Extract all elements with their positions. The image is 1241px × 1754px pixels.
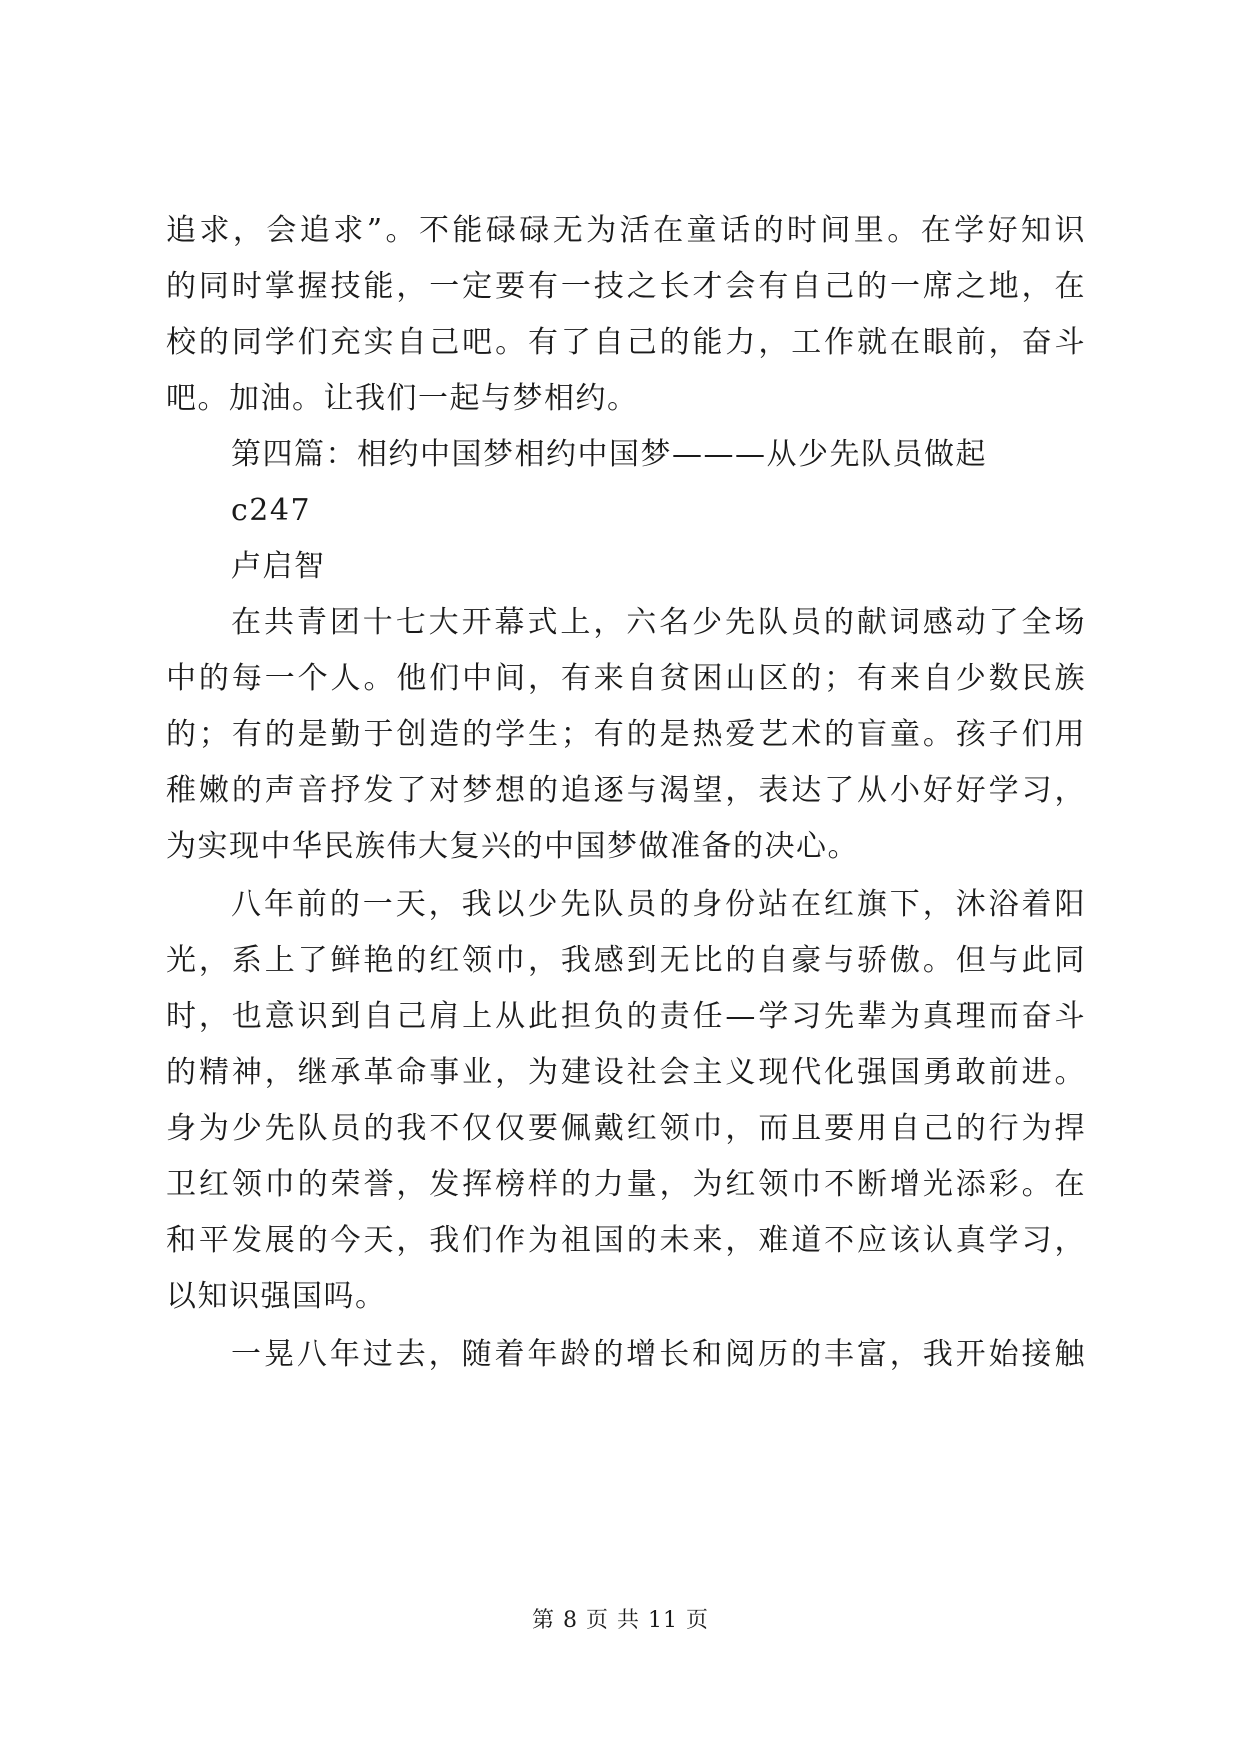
text-line: 校的同学们充实自己吧。有了自己的能力，工作就在眼前，奋斗	[166, 325, 1086, 360]
text-line: 为实现中华民族伟大复兴的中国梦做准备的决心。	[166, 829, 859, 864]
text-line: 以知识强国吗。	[166, 1279, 387, 1314]
text-line: 时，也意识到自己肩上从此担负的责任—学习先辈为真理而奋斗	[166, 999, 1086, 1034]
author-name: 卢启智	[231, 549, 326, 584]
section-code: c247	[231, 493, 312, 528]
text-line: 的；有的是勤于创造的学生；有的是热爱艺术的盲童。孩子们用	[166, 717, 1086, 752]
text-line: 在共青团十七大开幕式上，六名少先队员的献词感动了全场	[231, 605, 1086, 640]
text-line: 的同时掌握技能，一定要有一技之长才会有自己的一席之地，在	[166, 269, 1086, 304]
text-line: 中的每一个人。他们中间，有来自贫困山区的；有来自少数民族	[166, 661, 1086, 696]
text-line: 吧。加油。让我们一起与梦相约。	[166, 381, 639, 416]
text-line: 一晃八年过去，随着年龄的增长和阅历的丰富，我开始接触	[231, 1337, 1086, 1372]
text-line: 的精神，继承革命事业，为建设社会主义现代化强国勇敢前进。	[166, 1055, 1086, 1090]
text-line: 卫红领巾的荣誉，发挥榜样的力量，为红领巾不断增光添彩。在	[166, 1167, 1086, 1202]
text-line: 光，系上了鲜艳的红领巾，我感到无比的自豪与骄傲。但与此同	[166, 943, 1086, 978]
text-line: 稚嫩的声音抒发了对梦想的追逐与渴望，表达了从小好好学习，	[166, 773, 1086, 808]
page-footer: 第 8 页 共 11 页	[532, 1608, 709, 1633]
text-line: 和平发展的今天，我们作为祖国的未来，难道不应该认真学习，	[166, 1223, 1086, 1258]
text-line: 八年前的一天，我以少先队员的身份站在红旗下，沐浴着阳	[231, 887, 1086, 922]
text-line: 身为少先队员的我不仅仅要佩戴红领巾，而且要用自己的行为捍	[166, 1111, 1086, 1146]
text-line: 追求，会追求”。不能碌碌无为活在童话的时间里。在学好知识	[166, 213, 1086, 248]
section-heading: 第四篇：相约中国梦相约中国梦———从少先队员做起	[231, 437, 987, 472]
